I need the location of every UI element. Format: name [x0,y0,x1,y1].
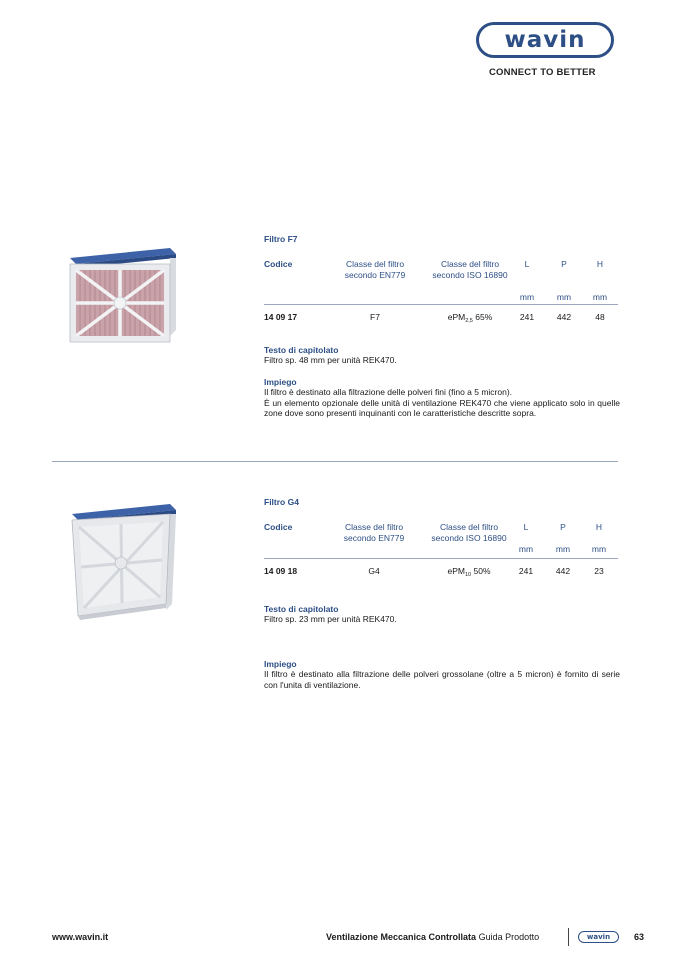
impiego-title: Impiego [264,659,297,669]
capitolato-title: Testo di capitolato [264,604,339,614]
unit-l: mm [519,292,535,302]
unit-l: mm [518,544,534,554]
table-rule [264,304,618,305]
tagline: CONNECT TO BETTER [489,67,596,78]
cell-codice: 14 09 17 [264,312,298,322]
unit-p: mm [556,292,572,302]
cell-classe-iso: ePM$_{2,5}$ 65% [447,312,493,324]
col-header-h: H [595,522,603,532]
col-header-classe-iso: Classe del filtro secondo ISO 16890 [432,259,508,280]
cell-classe-iso: ePM$_{10}$ 50% [447,566,491,578]
cell-l: 241 [519,312,535,322]
cell-classe-en: G4 [368,566,380,576]
impiego-title: Impiego [264,377,297,387]
page-number: 63 [634,932,645,942]
cell-h: 23 [594,566,604,576]
col-header-classe-en: Classe del filtro secondo EN779 [344,259,406,280]
wavin-logo [476,22,614,58]
table-rule [264,558,618,559]
logo-text: wavin [504,26,586,53]
unit-h: mm [592,292,608,302]
filter-f7-image [66,244,178,350]
filter-g4-image [66,500,182,626]
unit-p: mm [555,544,571,554]
cell-classe-en: F7 [370,312,380,322]
col-header-classe-en: Classe del filtro secondo EN779 [343,522,405,543]
col-header-h: H [596,259,604,269]
cell-p: 442 [555,566,571,576]
col-header-classe-iso: Classe del filtro secondo ISO 16890 [431,522,507,543]
impiego-text: Il filtro è destinato alla filtrazione delle polveri fini (fino a 5 micron). È un elemento opzionale delle unità di ventilazione REK470 che viene applicato solo in quelle zone dove sono presenti inquinanti con le caratteristiche descritte sopra. [264,387,620,418]
col-header-codice: Codice [264,522,293,532]
unit-h: mm [591,544,607,554]
footer-divider [568,928,569,946]
col-header-p: P [561,259,567,269]
section-title: Filtro G4 [264,497,299,507]
capitolato-text: Filtro sp. 48 mm per unità REK470. [264,355,397,365]
footer-url[interactable]: www.wavin.it [52,932,109,942]
col-header-p: P [560,522,566,532]
cell-h: 48 [595,312,605,322]
cell-codice: 14 09 18 [264,566,298,576]
footer-title: Ventilazione Meccanica Controllata Guida Prodotto [326,932,540,942]
section-title: Filtro F7 [264,234,298,244]
col-header-codice: Codice [264,259,293,269]
section-divider [52,461,618,462]
capitolato-text: Filtro sp. 23 mm per unità REK470. [264,614,397,624]
capitolato-title: Testo di capitolato [264,345,339,355]
cell-p: 442 [556,312,572,322]
cell-l: 241 [518,566,534,576]
footer-logo: wavin [578,931,619,943]
col-header-l: L [523,522,529,532]
impiego-text: Il filtro è destinato alla filtrazione delle polveri grossolane (oltre a 5 micron) è fornito di serie con l'unita di ventilazione. [264,669,620,690]
col-header-l: L [524,259,530,269]
